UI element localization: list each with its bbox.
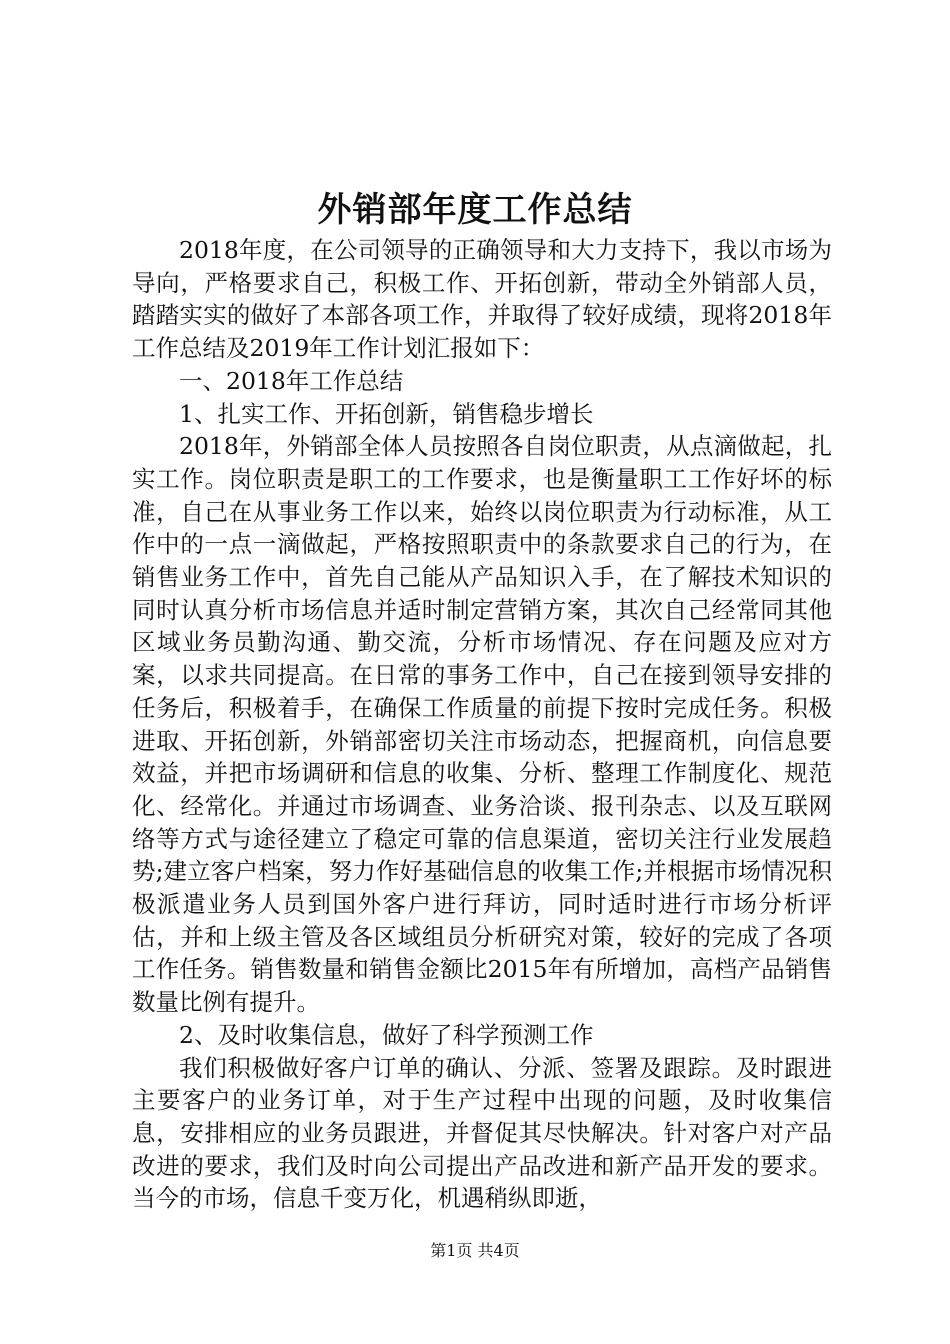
item-body-1: 2018年，外销部全体人员按照各自岗位职责，从点滴做起，扎实工作。岗位职责是职工的工作要求，也是衡量职工工作好坏的标准，自己在从事业务工作以来，始终以岗位职责为行动标准，从工作中的一点一滴做起，严格按照职责中的条款要求自己的行为，在销售业务工作中，首先自己能从产品知识入手，在了解技术知识的同时认真分析市场信息并适时制定营销方案，其次自己经常同其他区域业务员勤沟通、勤交流，分析市场情况、存在问题及应对方案，以求共同提高。在日常的事务工作中，自己在接到领导安排的任务后，积极着手，在确保工作质量的前提下按时完成任务。积极进取、开拓创新，外销部密切关注市场动态，把握商机，向信息要效益，并把市场调研和信息的收集、分析、整理工作制度化、规范化、经常化。并通过市场调查、业务洽谈、报刊杂志、以及互联网络等方式与途径建立了稳定可靠的信息渠道，密切关注行业发展趋势;建立客户档案，努力作好基础信息的收集工作;并根据市场情况积极派遣业务人员到国外客户进行拜访，同时适时进行市场分析评估，并和上级主管及各区域组员分析研究对策，较好的完成了各项工作任务。销售数量和销售金额比2015年有所增加，高档产品销售数量比例有提升。	[132, 432, 832, 1017]
intro-paragraph: 2018年度，在公司领导的正确领导和大力支持下，我以市场为导向，严格要求自己，积极工作、开拓创新，带动全外销部人员，踏踏实实的做好了本部各项工作，并取得了较好成绩，现将2018年工作总结及2019年工作计划汇报如下：	[132, 236, 832, 363]
item-body-2: 我们积极做好客户订单的确认、分派、签署及跟踪。及时跟进主要客户的业务订单，对于生产过程中出现的问题，及时收集信息，安排相应的业务员跟进，并督促其尽快解决。针对客户对产品改进的要求，我们及时向公司提出产品改进和新产品开发的要求。当今的市场，信息千变万化，机遇稍纵即逝，	[132, 1053, 832, 1213]
item-heading-2: 2、及时收集信息，做好了科学预测工作	[179, 1020, 594, 1049]
section-heading-1: 一、2018年工作总结	[179, 366, 404, 395]
document-body	[132, 234, 832, 1215]
document-title: 外销部年度工作总结	[317, 190, 633, 230]
item-heading-1: 1、扎实工作、开拓创新，销售稳步增长	[179, 399, 594, 428]
page-footer: 第1页 共4页	[430, 1241, 520, 1260]
